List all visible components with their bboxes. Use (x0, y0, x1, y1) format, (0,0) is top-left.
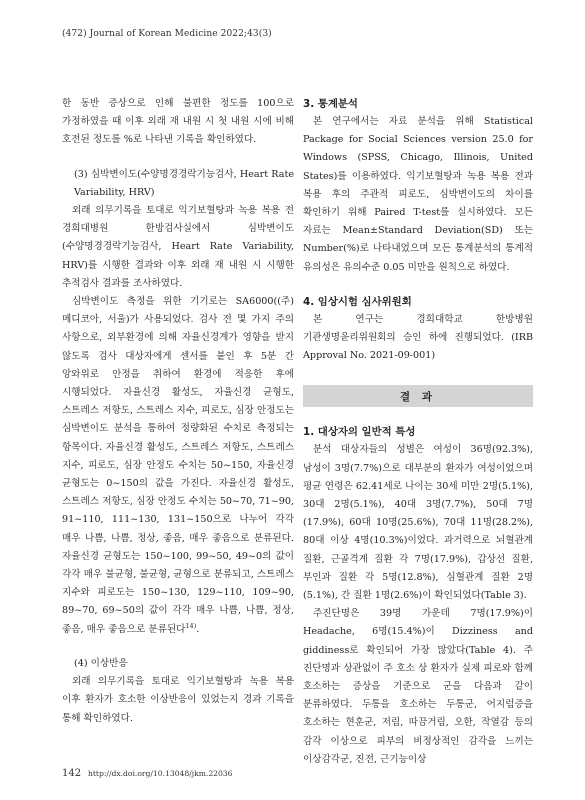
hrv-method-text: 심박변이도 측정을 위한 기기로는 SA6000((주)메디코아, 서울)가 사용되었다. 검사 전 몇 가지 주의 사항으로, 외부환경에 의해 자율신경계가 영향을 받지 않도록 검사 대상자에게 센서를 붙인 후 5분 간 앙와위로 안정을 취하여 환경에 적응한 후에 시행되었다. 자율신경 활성도, 자율신경 균형도, 스트레스 저항도, 스트레스 지수, 피로도, 심장 안정도는 심박변이도 분석을 통하여 정량화된 수치로 측정되는 항목이다. 자율신경 활성도, 스트레스 저항도, 스트레스 지수, 피로도, 심장 안정도 수치는 50~150, 자율신경 균형도는 0~150의 값을 가진다. 자율신경 활성도, 스트레스 저항도, 심장 안정도 수치는 50~70, 71~90, 91~110, 111~130, 131~150으로 나누어 각각 매우 나쁨, 나쁨, 정상, 좋음, 매우 좋음으로 분류된다. 자율신경 균형도는 150~100, 99~50, 49~0의 값이 각각 매우 불균형, 불균형, 균형으로 분류되고, 스트레스 지수와 피로도는 150~130, 129~110, 109~90, 89~70, 69~50의 값이 각각 매우 나쁨, 나쁨, 정상, 좋음, 매우 좋음으로 분류된다 (62, 296, 294, 635)
subsection-heading-adverse: (4) 이상반응 (74, 657, 128, 669)
left-column (62, 95, 294, 728)
body-paragraph: 주진단명은 39명 가운데 7명(17.9%)이 Headache, 6명(15.4%)이 Dizziness and giddiness로 확인되어 가장 많았다(Table 4). 주 진단명과 상관없이 주 호소 상 환자가 실제 피로와 함께 호소하는 증상을 기준으로 군을 다음과 같이 분류하였다. 두통을 호소하는 두통군, 어지럼증을 호소하는 현훈군, 저림, 따끔거림, 오한, 작열감 등의 감각 이상으로 피부의 비정상적인 감각을 느끼는 이상감각군, 진전, 근기능이상 (303, 608, 533, 765)
section-heading-statistics: 3. 통계분석 (303, 98, 358, 110)
body-paragraph: 분석 대상자들의 성별은 여성이 36명(92.3%), 남성이 3명(7.7%)으로 대부분의 환자가 여성이었으며 평균 연령은 62.41세로 나이는 30세 미만 2명(5.1%), 30대 2명(5.1%), 40대 3명(7.7%), 50대 7명(17.9%), 60대 10명(25.6%), 70대 11명(28.2%), 80대 이상 4명(10.3%)이었다. 과거력으로 뇌혈관계 질환, 근골격계 질환 각 7명(17.9%), 갑상선 질환, 부인과 질환 각 5명(12.8%), 심혈관계 질환 2명(5.1%), 간 질환 1명(2.6%)이 확인되었다(Table 3). (303, 444, 533, 602)
page-number: 142 (62, 768, 82, 779)
results-section-banner: 결 과 (303, 385, 533, 407)
section-heading-characteristics: 1. 대상자의 일반적 특성 (303, 426, 416, 439)
citation-ref[interactable]: 14) (185, 621, 197, 630)
body-paragraph: 본 연구는 경희대학교 한방병원 기관생명윤리위원회의 승인 하에 진행되었다. (IRB Approval No. 2021-09-001) (303, 313, 533, 362)
body-paragraph: 외래 의무기록을 토대로 익기보혈탕과 녹용 복용 이후 환자가 호소한 이상반응이 있었는지 경과 기록을 통해 확인하였다. (62, 676, 294, 724)
running-header: (472) Journal of Korean Medicine 2022;43(3) (62, 29, 272, 39)
body-paragraph: 본 연구에서는 자료 분석을 위해 Statistical Package for Social Sciences version 25.0 for Windows (SPSS, Chicago, Illinois, United States)를 이용하였다. 익기보혈탕과 녹용 복용 전과 복용 후의 주관적 피로도, 심박변이도의 차이를 확인하기 위해 Paired T-test를 실시하였다. 모든 자료는 Mean±Standard Deviation(SD) 또는 Number(%)로 나타내었으며 모든 통계분석의 통계적 유의성은 유의수준 0.05 미만을 원칙으로 하였다. (303, 116, 533, 273)
subsection-heading-hrv: (3) 심박변이도(수양명경경락기능검사, Heart Rate Variability, HRV) (74, 168, 294, 198)
page-footer (62, 768, 232, 779)
body-paragraph: 외래 의무기록을 토대로 익기보혈탕과 녹용 복용 전 경희대병원 한방검사실에서 심박변이도(수양명경경락기능검사, Heart Rate Variability, HRV)를 시행한 결과와 이후 외래 재 내원 시 시행한 추적검사 결과를 조사하였다. (62, 205, 294, 289)
body-paragraph: 한 동반 증상으로 인해 불편한 정도를 100으로 가정하였을 때 이후 외래 재 내원 시 첫 내원 시에 비해 호전된 정도를 %로 나타낸 기록을 확인하였다. (62, 98, 294, 146)
section-heading-irb: 4. 임상시험 심사위원회 (303, 295, 412, 308)
sentence-end: . (196, 623, 200, 635)
body-paragraph-hrv-method (62, 293, 294, 639)
doi-link[interactable]: http://dx.doi.org/10.13048/jkm.22036 (87, 769, 233, 778)
right-column (303, 95, 533, 769)
